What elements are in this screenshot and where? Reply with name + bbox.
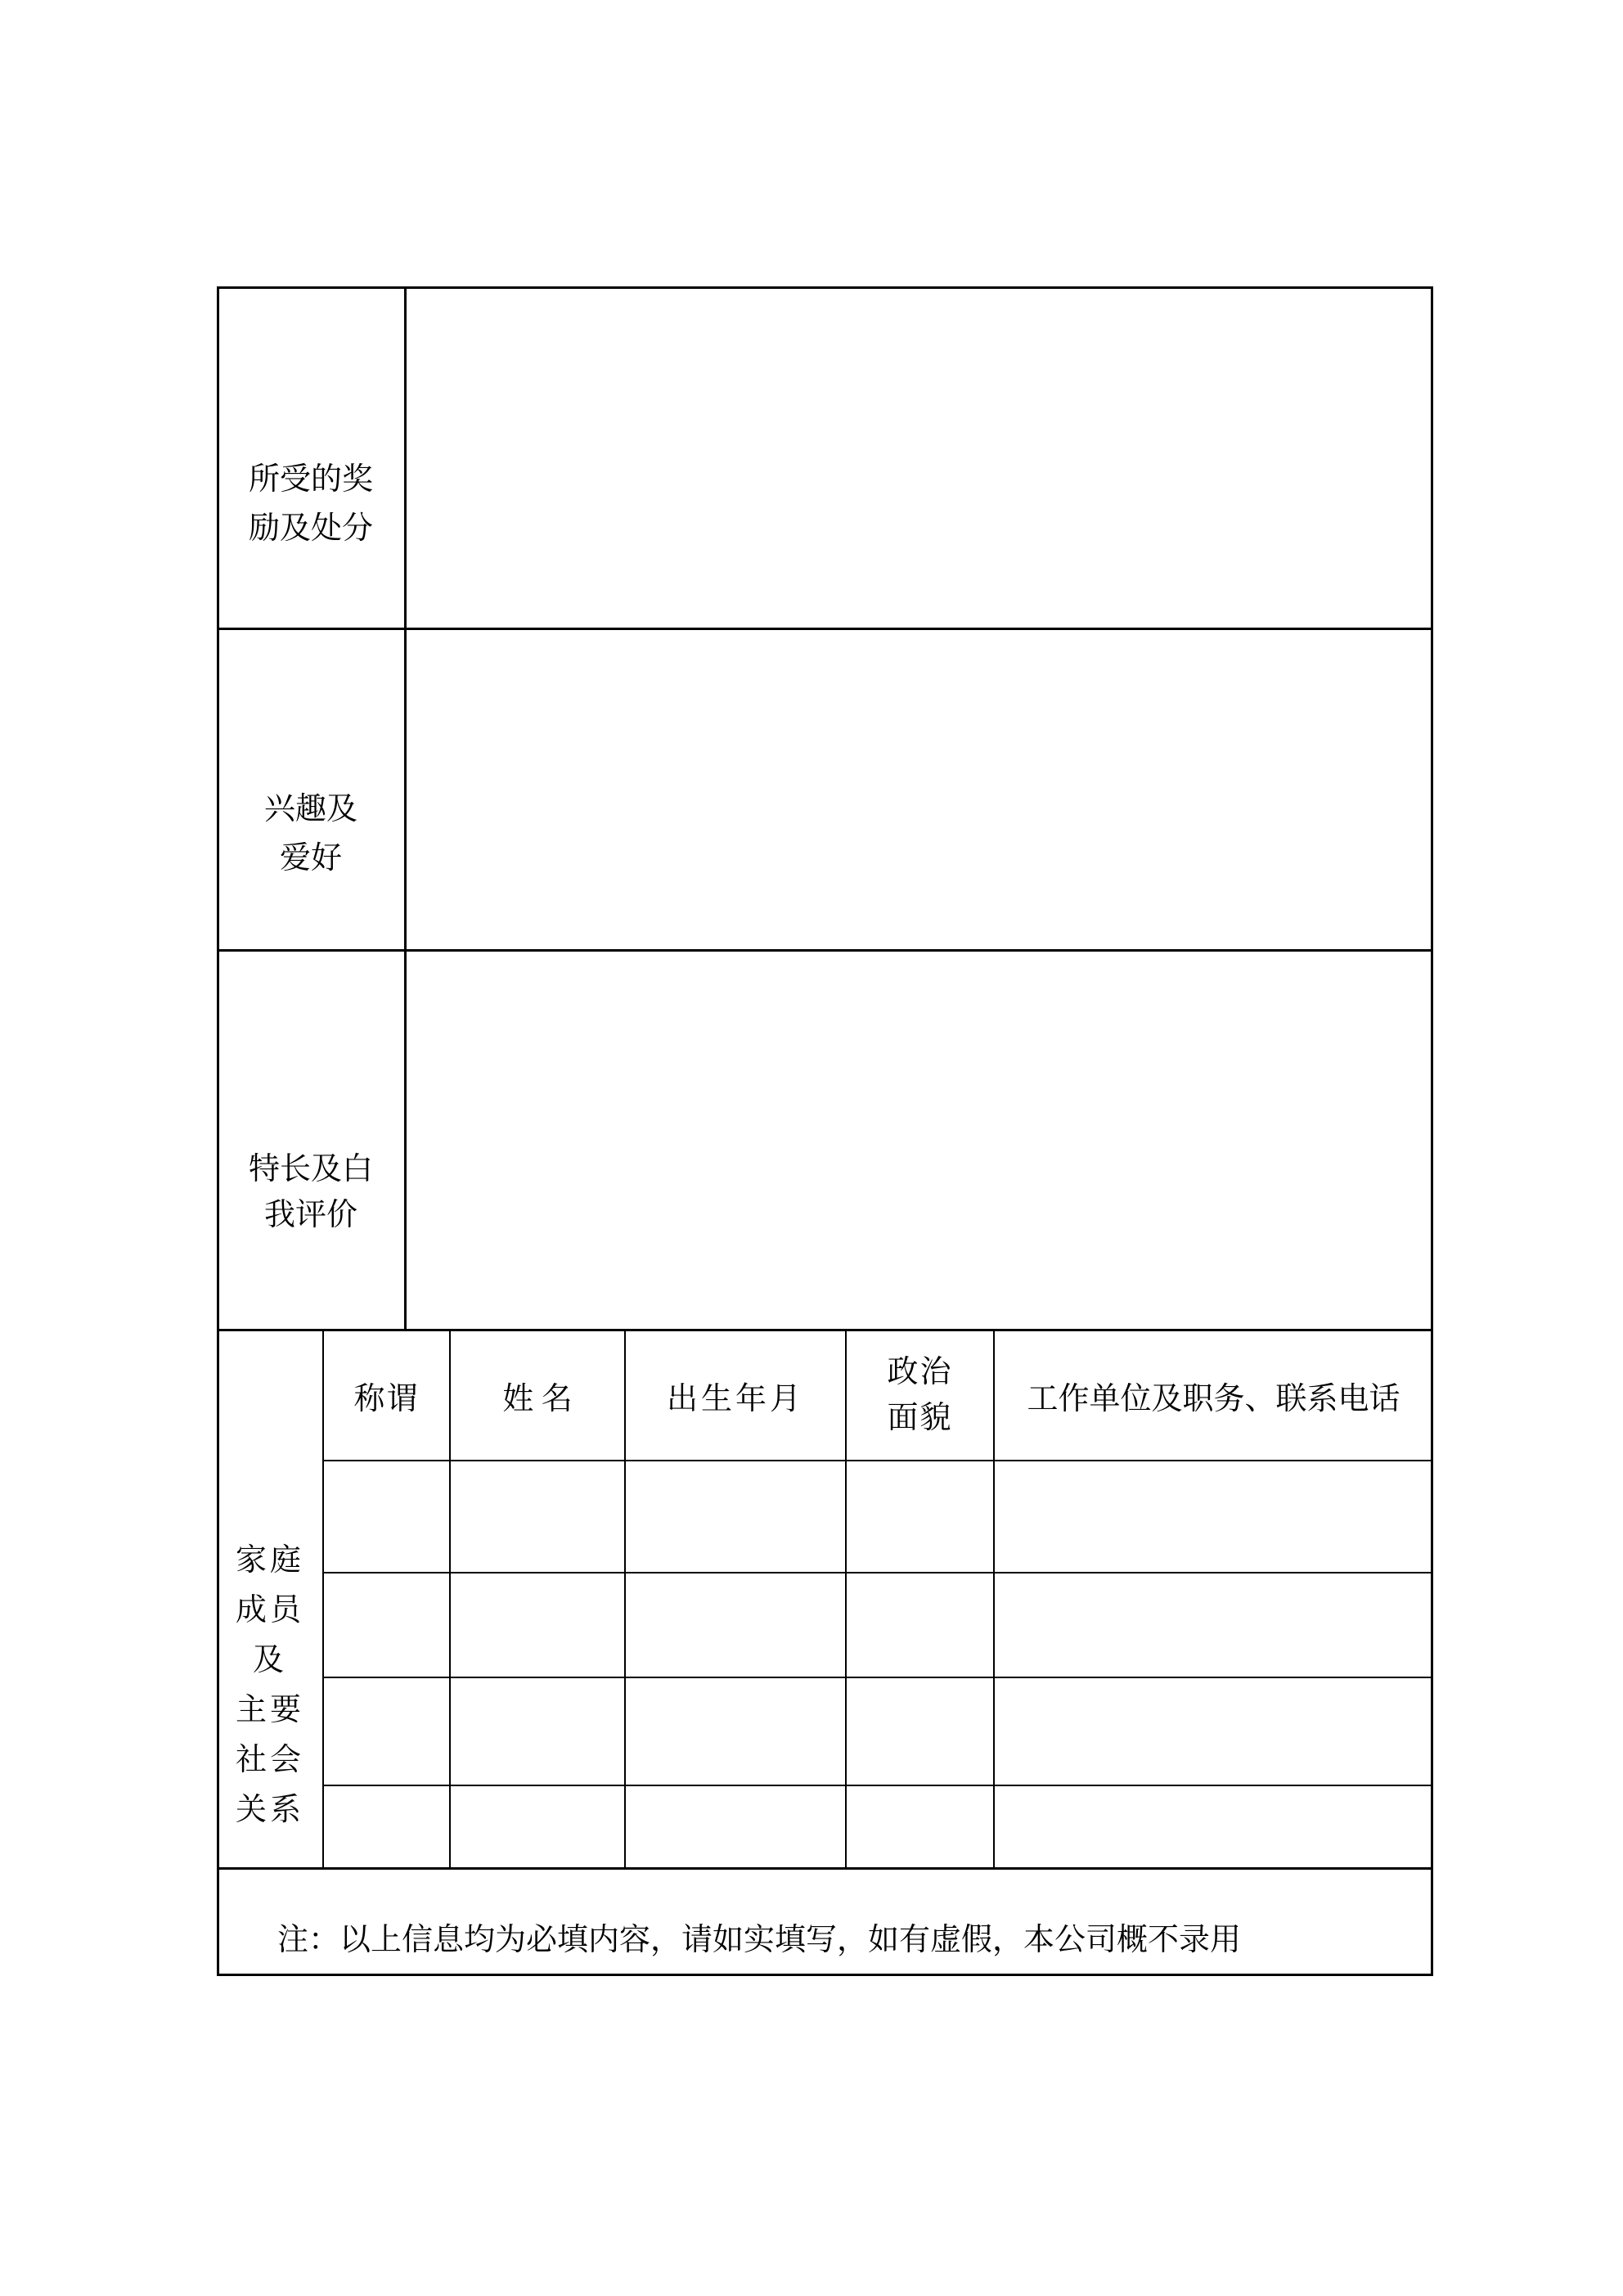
family-relation-cell[interactable] — [323, 1678, 450, 1785]
family-header-political-status — [846, 1330, 994, 1461]
family-section-label — [217, 1536, 323, 1835]
family-relation-cell[interactable] — [323, 1461, 450, 1572]
family-header-political-line: 政治 — [887, 1355, 953, 1389]
row-label-line: 励及处分 — [248, 511, 373, 546]
family-header-political-line: 面貌 — [887, 1401, 953, 1435]
family-data-row — [323, 1678, 1433, 1785]
family-work-unit-contact-cell[interactable] — [994, 1678, 1433, 1785]
family-relation-cell[interactable] — [323, 1573, 450, 1677]
row-label-awards-punishments — [217, 455, 405, 553]
family-header-name: 姓 名 — [502, 1381, 573, 1416]
row-label-line: 我评价 — [263, 1198, 357, 1232]
family-political-status-cell[interactable] — [846, 1461, 994, 1572]
awards-punishments-field[interactable] — [407, 289, 1431, 628]
table-border-bottom — [217, 1974, 1433, 1976]
row-label-line: 特长及白 — [248, 1152, 373, 1186]
family-header-relation: 称谓 — [353, 1381, 420, 1416]
strengths-self-evaluation-field[interactable] — [407, 952, 1431, 1329]
family-data-row — [323, 1786, 1433, 1867]
form-note: 注：以上信息均为必填内容，请如实填写，如有虚假，本公司概不录用 — [277, 1923, 1242, 1957]
family-label-line: 及 — [252, 1643, 287, 1677]
family-work-unit-contact-cell[interactable] — [994, 1461, 1433, 1572]
family-data-row — [323, 1461, 1433, 1572]
family-header-work-unit-contact: 工作单位及职务、联系电话 — [1027, 1381, 1400, 1416]
row-label-line: 兴趣及 — [263, 792, 357, 826]
row-label-interests-hobbies — [217, 785, 405, 883]
family-work-unit-contact-cell[interactable] — [994, 1786, 1433, 1867]
row-label-line: 所受的奖 — [248, 462, 373, 497]
row-label-line: 爱好 — [279, 841, 342, 876]
family-political-status-cell[interactable] — [846, 1573, 994, 1677]
family-political-status-cell[interactable] — [846, 1678, 994, 1785]
family-label-line: 社会 — [235, 1743, 304, 1777]
family-name-cell[interactable] — [450, 1461, 625, 1572]
family-relation-cell[interactable] — [323, 1786, 450, 1867]
family-label-line: 家庭 — [235, 1543, 304, 1578]
row-label-strengths-self-evaluation — [217, 1146, 405, 1238]
family-birth-date-cell[interactable] — [625, 1461, 846, 1572]
family-birth-date-cell[interactable] — [625, 1786, 846, 1867]
family-data-row — [323, 1573, 1433, 1677]
family-birth-date-cell[interactable] — [625, 1573, 846, 1677]
family-label-line: 关系 — [235, 1793, 304, 1827]
family-name-cell[interactable] — [450, 1573, 625, 1677]
family-political-status-cell[interactable] — [846, 1786, 994, 1867]
family-header-birth-date: 出生年月 — [666, 1381, 804, 1416]
interests-hobbies-field[interactable] — [407, 630, 1431, 949]
family-work-unit-contact-cell[interactable] — [994, 1573, 1433, 1677]
family-name-cell[interactable] — [450, 1678, 625, 1785]
family-label-line: 主要 — [235, 1693, 304, 1727]
row-divider-family-note — [217, 1867, 1433, 1870]
application-form-table — [217, 286, 1433, 1976]
family-birth-date-cell[interactable] — [625, 1678, 846, 1785]
family-name-cell[interactable] — [450, 1786, 625, 1867]
family-label-line: 成员 — [235, 1593, 304, 1627]
